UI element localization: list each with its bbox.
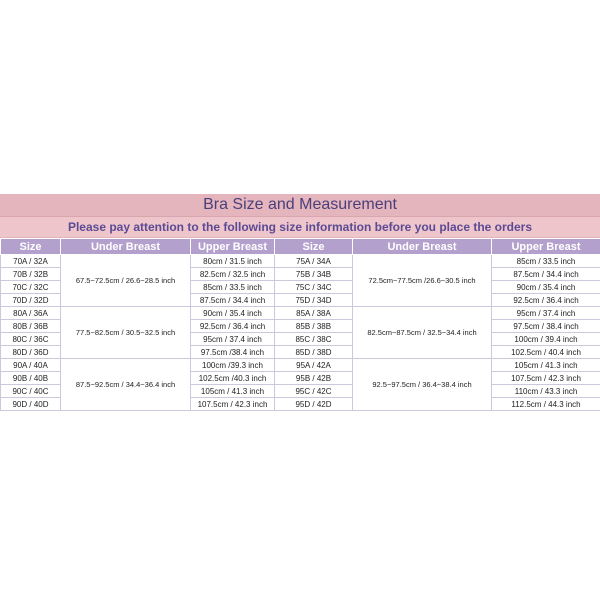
- size-right-cell: 85C / 38C: [275, 333, 353, 346]
- table-row: [1, 307, 600, 320]
- upper-breast-right-cell: 95cm / 37.4 inch: [492, 307, 600, 320]
- upper-breast-right-cell: 100cm / 39.4 inch: [492, 333, 600, 346]
- size-right-cell: 95A / 42A: [275, 359, 353, 372]
- size-left-cell: 70A / 32A: [1, 255, 61, 268]
- size-chart: [0, 194, 600, 411]
- upper-breast-left-cell: 85cm / 33.5 inch: [191, 281, 275, 294]
- header-under-breast-right: Under Breast: [353, 239, 492, 255]
- table-row: [1, 359, 600, 372]
- size-left-cell: 70B / 32B: [1, 268, 61, 281]
- upper-breast-left-cell: 97.5cm /38.4 inch: [191, 346, 275, 359]
- size-left-cell: 80B / 36B: [1, 320, 61, 333]
- size-left-cell: 90D / 40D: [1, 398, 61, 411]
- header-size-left: Size: [1, 239, 61, 255]
- size-right-cell: 95D / 42D: [275, 398, 353, 411]
- header-upper-breast-left: Upper Breast: [191, 239, 275, 255]
- size-right-cell: 75D / 34D: [275, 294, 353, 307]
- upper-breast-right-cell: 87.5cm / 34.4 inch: [492, 268, 600, 281]
- under-breast-right-cell: 82.5cm~87.5cm / 32.5~34.4 inch: [353, 307, 492, 359]
- upper-breast-right-cell: 97.5cm / 38.4 inch: [492, 320, 600, 333]
- under-breast-right-cell: 72.5cm~77.5cm /26.6~30.5 inch: [353, 255, 492, 307]
- chart-subtitle: Please pay attention to the following size information before you place the orders: [0, 217, 600, 238]
- upper-breast-right-cell: 102.5cm / 40.4 inch: [492, 346, 600, 359]
- size-left-cell: 70D / 32D: [1, 294, 61, 307]
- header-size-right: Size: [275, 239, 353, 255]
- size-left-cell: 80C / 36C: [1, 333, 61, 346]
- upper-breast-left-cell: 102.5cm /40.3 inch: [191, 372, 275, 385]
- under-breast-left-cell: 87.5~92.5cm / 34.4~36.4 inch: [61, 359, 191, 411]
- size-right-cell: 85D / 38D: [275, 346, 353, 359]
- upper-breast-right-cell: 107.5cm / 42.3 inch: [492, 372, 600, 385]
- upper-breast-right-cell: 112.5cm / 44.3 inch: [492, 398, 600, 411]
- size-left-cell: 90C / 40C: [1, 385, 61, 398]
- size-table: [0, 238, 600, 411]
- upper-breast-left-cell: 107.5cm / 42.3 inch: [191, 398, 275, 411]
- header-upper-breast-right: Upper Breast: [492, 239, 600, 255]
- size-left-cell: 80A / 36A: [1, 307, 61, 320]
- upper-breast-left-cell: 95cm / 37.4 inch: [191, 333, 275, 346]
- size-left-cell: 80D / 36D: [1, 346, 61, 359]
- under-breast-left-cell: 67.5~72.5cm / 26.6~28.5 inch: [61, 255, 191, 307]
- size-right-cell: 95C / 42C: [275, 385, 353, 398]
- table-row: [1, 255, 600, 268]
- size-right-cell: 75C / 34C: [275, 281, 353, 294]
- upper-breast-left-cell: 90cm / 35.4 inch: [191, 307, 275, 320]
- header-under-breast-left: Under Breast: [61, 239, 191, 255]
- upper-breast-right-cell: 105cm / 41.3 inch: [492, 359, 600, 372]
- size-right-cell: 95B / 42B: [275, 372, 353, 385]
- upper-breast-right-cell: 90cm / 35.4 inch: [492, 281, 600, 294]
- upper-breast-right-cell: 85cm / 33.5 inch: [492, 255, 600, 268]
- chart-title: Bra Size and Measurement: [0, 194, 600, 217]
- size-left-cell: 90B / 40B: [1, 372, 61, 385]
- size-left-cell: 70C / 32C: [1, 281, 61, 294]
- under-breast-right-cell: 92.5~97.5cm / 36.4~38.4 inch: [353, 359, 492, 411]
- size-right-cell: 75A / 34A: [275, 255, 353, 268]
- size-right-cell: 85B / 38B: [275, 320, 353, 333]
- upper-breast-left-cell: 100cm /39.3 inch: [191, 359, 275, 372]
- under-breast-left-cell: 77.5~82.5cm / 30.5~32.5 inch: [61, 307, 191, 359]
- upper-breast-left-cell: 87.5cm / 34.4 inch: [191, 294, 275, 307]
- upper-breast-left-cell: 92.5cm / 36.4 inch: [191, 320, 275, 333]
- upper-breast-right-cell: 110cm / 43.3 inch: [492, 385, 600, 398]
- header-row: [1, 239, 600, 255]
- upper-breast-left-cell: 105cm / 41.3 inch: [191, 385, 275, 398]
- size-right-cell: 75B / 34B: [275, 268, 353, 281]
- upper-breast-left-cell: 80cm / 31.5 inch: [191, 255, 275, 268]
- upper-breast-left-cell: 82.5cm / 32.5 inch: [191, 268, 275, 281]
- size-right-cell: 85A / 38A: [275, 307, 353, 320]
- size-left-cell: 90A / 40A: [1, 359, 61, 372]
- upper-breast-right-cell: 92.5cm / 36.4 inch: [492, 294, 600, 307]
